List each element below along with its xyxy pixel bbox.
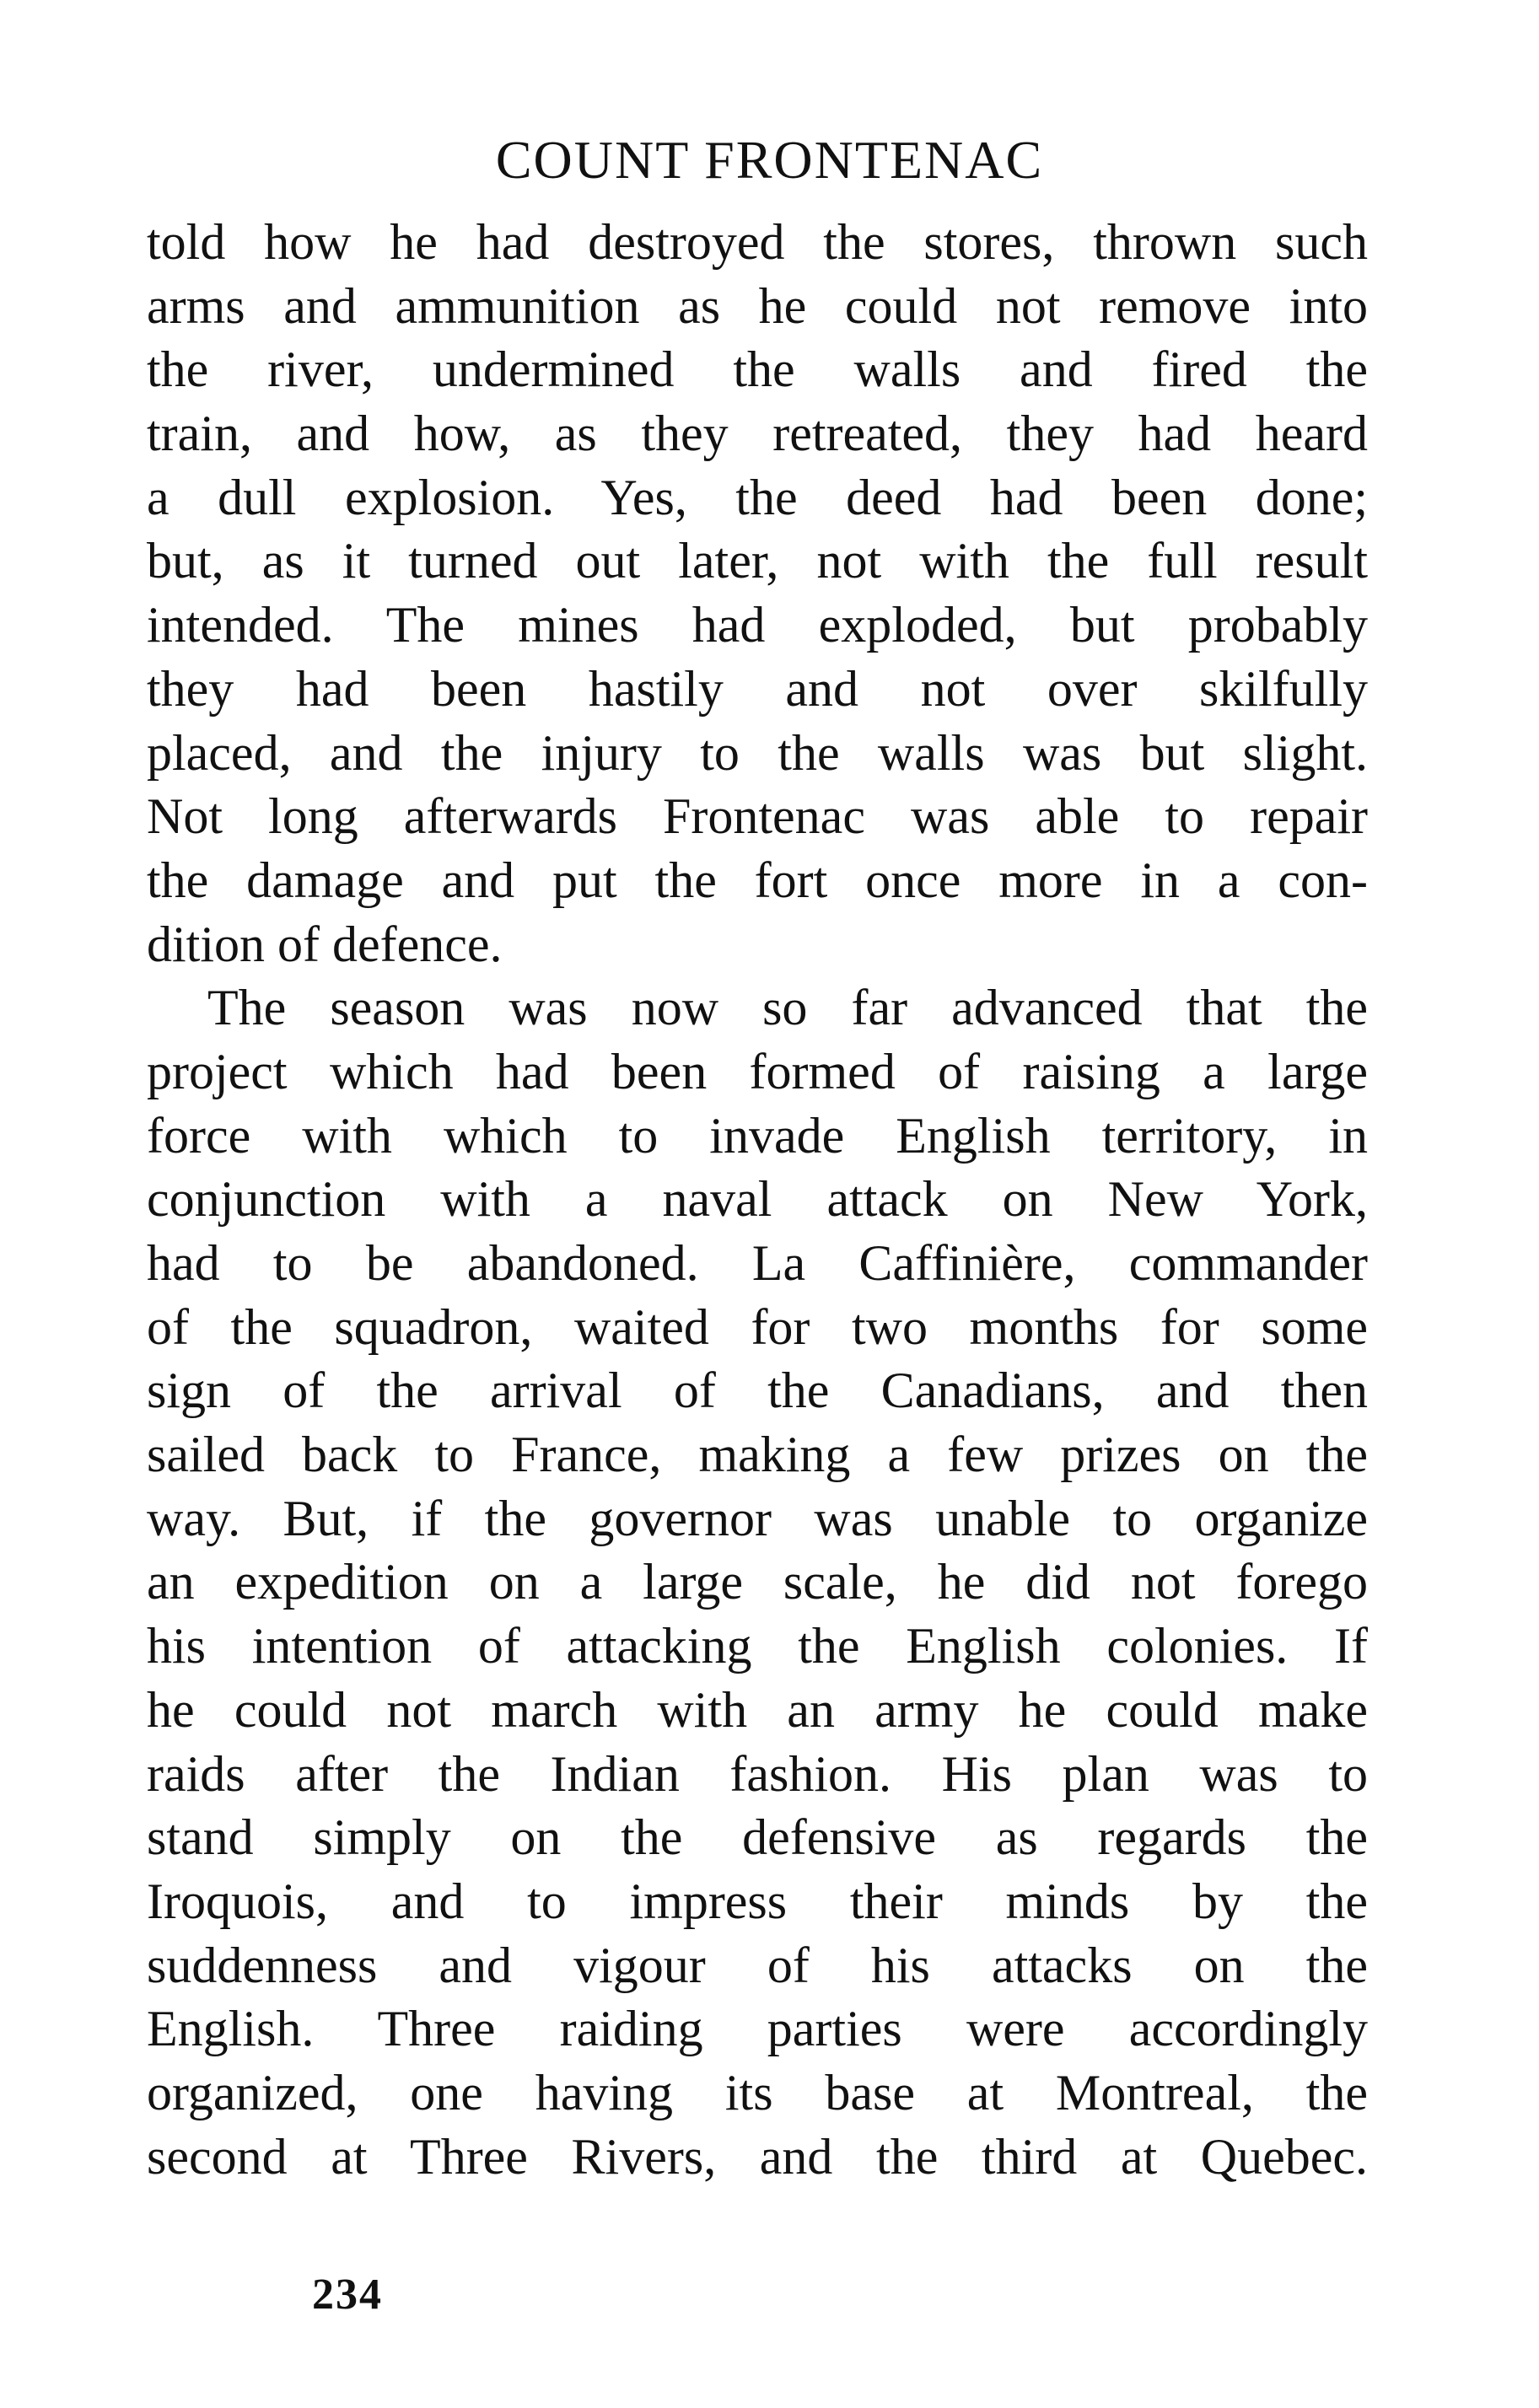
text-line: project which had been formed of raising a large	[147, 1043, 1368, 1099]
paragraph	[147, 976, 1368, 2189]
text-line: second at Three Rivers, and the third at Quebec.	[147, 2128, 1368, 2185]
text-line: the damage and put the fort once more in a con-	[147, 852, 1368, 908]
paragraph	[147, 211, 1368, 976]
text-line: The season was now so far advanced that the	[207, 980, 1368, 1036]
running-head: COUNT FRONTENAC	[495, 130, 1044, 190]
text-line: of the squadron, waited for two months for some	[147, 1298, 1368, 1355]
text-line: raids after the Indian fashion. His plan was to	[147, 1745, 1368, 1802]
text-line: intended. The mines had exploded, but probably	[147, 597, 1368, 653]
text-line: conjunction with a naval attack on New York,	[147, 1171, 1368, 1228]
text-line: but, as it turned out later, not with the full result	[147, 533, 1368, 589]
text-line: English. Three raiding parties were accordingly	[147, 2001, 1368, 2057]
text-line: Not long afterwards Frontenac was able to repair	[147, 788, 1368, 845]
text-line: organized, one having its base at Montreal, the	[147, 2064, 1368, 2120]
text-line: sign of the arrival of the Canadians, and then	[147, 1363, 1368, 1419]
text-line: he could not march with an army he could make	[147, 1681, 1368, 1738]
text-line: had to be abandoned. La Caffinière, commander	[147, 1235, 1368, 1291]
text-line: stand simply on the defensive as regards the	[147, 1809, 1368, 1866]
text-line: suddenness and vigour of his attacks on the	[147, 1937, 1368, 1993]
body-text	[147, 211, 1368, 2189]
text-line: the river, undermined the walls and fired the	[147, 341, 1368, 398]
text-line: arms and ammunition as he could not remove into	[147, 277, 1368, 334]
text-line: told how he had destroyed the stores, thrown such	[147, 214, 1368, 270]
text-line: force with which to invade English territory, in	[147, 1107, 1368, 1164]
text-line: dition of defence.	[147, 916, 503, 972]
page-number: 234	[312, 2271, 383, 2319]
text-line: placed, and the injury to the walls was but slight.	[147, 724, 1368, 781]
text-line: train, and how, as they retreated, they had heard	[147, 406, 1368, 462]
text-line: his intention of attacking the English colonies. If	[147, 1618, 1368, 1674]
text-line: sailed back to France, making a few prizes on the	[147, 1427, 1368, 1483]
text-line: Iroquois, and to impress their minds by the	[147, 1873, 1368, 1929]
text-line: they had been hastily and not over skilfully	[147, 660, 1368, 717]
text-line: way. But, if the governor was unable to organize	[147, 1490, 1368, 1546]
text-line: a dull explosion. Yes, the deed had been done;	[147, 469, 1368, 525]
text-line: an expedition on a large scale, he did not forego	[147, 1554, 1368, 1610]
